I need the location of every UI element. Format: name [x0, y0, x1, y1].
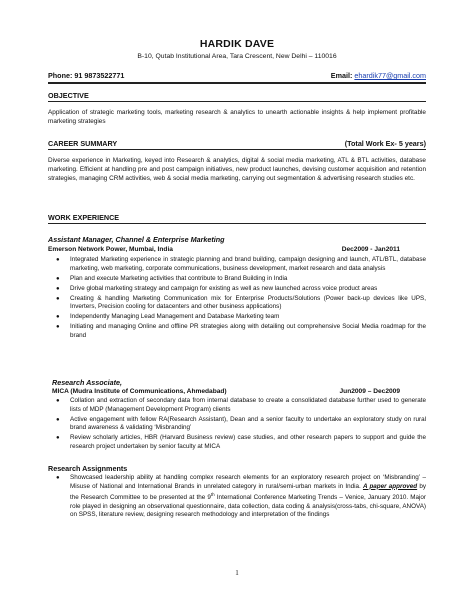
objective-heading: OBJECTIVE — [48, 91, 89, 100]
bullet-icon: ● — [56, 324, 60, 330]
page-number: 1 — [235, 569, 239, 577]
list-item: ● Independently Managing Lead Management and Database Marketing team — [56, 313, 280, 320]
divider — [48, 82, 426, 84]
divider — [48, 223, 426, 224]
bullet-icon: ● — [56, 416, 60, 423]
list-item: ● Initiating and managing Online and offline PR strategies along with detailing out comprehensive Social Media roadmap for the brand — [56, 323, 426, 339]
divider — [48, 101, 426, 102]
job2-company-row — [52, 388, 400, 395]
email-label: Email: — [330, 71, 353, 80]
address: B-10, Qutab Institutional Area, Tara Crescent, New Delhi – 110016 — [137, 53, 337, 60]
total-work-ex: (Total Work Ex- 5 years) — [344, 139, 426, 148]
job2-bullets — [48, 397, 426, 453]
bullet-icon: ● — [56, 398, 60, 404]
email-block — [331, 71, 426, 80]
contact-row — [48, 71, 426, 80]
job1-title: Assistant Manager, Channel & Enterprise Marketing — [48, 235, 225, 244]
job1-company: Emerson Network Power, Mumbai, India — [48, 246, 173, 253]
paper-approved-link[interactable]: A paper approved — [362, 482, 418, 490]
ordinal-suffix: th — [210, 492, 215, 497]
career-summary-header — [48, 139, 426, 148]
list-item: ● Plan and execute Marketing activities that contribute to Brand Building in India — [56, 274, 288, 282]
list-item: ● Drive global marketing strategy and campaign for existing as well as new launched across voice product areas — [56, 284, 378, 292]
list-item: ● Creating & handling Marketing Communication mix for Enterprise Products/Solutions (Power back-up devices like UPS, Inverters, Precision cooling for datacenters and other business applications) — [56, 294, 426, 310]
bullet-icon: ● — [56, 295, 60, 302]
email-link[interactable]: ehardik77@gmail.com — [354, 71, 426, 80]
job2-title: Research Associate, — [52, 378, 123, 387]
list-item — [48, 474, 426, 520]
phone-label: Phone: — [48, 71, 73, 80]
bullet-icon: ● — [56, 257, 60, 263]
job2-company: MICA (Mudra Institute of Communications, Ahmedabad) — [52, 388, 227, 395]
bullet-icon: ● — [56, 314, 60, 320]
job1-company-row — [48, 246, 400, 253]
job1-dates: Dec2009 - Jan2011 — [341, 246, 400, 253]
list-item: ● Collation and extraction of secondary data from internal database to create a consolidated database further used to generate lists of MDP (Management Development Program) clients — [56, 397, 426, 413]
bullet-icon: ● — [56, 275, 60, 282]
career-summary-text: Diverse experience in Marketing, keyed into Research & analytics, digital & social media marketing, ATL & BTL activities, database marketing. Efficient at handling pre and post campaign initiatives, new product launches, devising customer acquisition and retention strategies, managing CRM activities, web & social media marketing, carrying out segmentation & advertising research studies etc. — [48, 157, 426, 182]
assignment-text: by the Research Committee to be presented at the 9 — [70, 482, 426, 502]
candidate-name: HARDIK DAVE — [199, 38, 275, 50]
objective-text: Application of strategic marketing tools, marketing research & analytics to unearth actionable insights & help implement profitable marketing strategies — [48, 109, 426, 125]
bullet-icon: ● — [56, 285, 60, 292]
bullet-icon: ● — [56, 435, 60, 441]
list-item: ● Review scholarly articles, HBR (Harvard Business review) case studies, and other research papers to support and guide the research project undertaken by senior faculty at MICA — [56, 434, 426, 450]
research-assignments-heading: Research Assignments — [48, 464, 128, 473]
bullet-icon: ● — [56, 475, 60, 481]
work-experience-heading: WORK EXPERIENCE — [48, 213, 120, 222]
research-assignments-bullets — [48, 474, 426, 521]
divider — [48, 149, 426, 150]
list-item: ● Active engagement with fellow RA(Research Assistant), Dean and a senior faculty to undertake an exploratory study on rural brand awareness & validating ‘Misbranding’ — [56, 415, 426, 431]
phone-number: 91 9873522771 — [74, 71, 125, 80]
job1-bullets — [48, 256, 426, 342]
assignment-text: Showcased leadership ability at handling complex research elements for an exploratory research project on ‘Misbranding’ – Misuse of National and International Brands in unrelated category in rural/semi-urban markets in India. — [70, 474, 426, 490]
career-summary-heading: CAREER SUMMARY — [48, 139, 118, 148]
list-item: ● Integrated Marketing experience in strategic planning and brand building, campaign designing and launch, ATL/BTL, database marketing, web marketing, corporate communications, business development, market research and data analysis — [56, 256, 426, 272]
assignment-text: International Conference Marketing Trends – Venice, January 2010. Major role played in designing an observational questionnaire, data collection, data coding & analysis(cross-tabs, chi-square, ANOVA) on SPSS, literature review, designing research methodology and interpretation of the findings — [70, 494, 426, 519]
job2-dates: Jun2009 – Dec2009 — [339, 388, 400, 395]
